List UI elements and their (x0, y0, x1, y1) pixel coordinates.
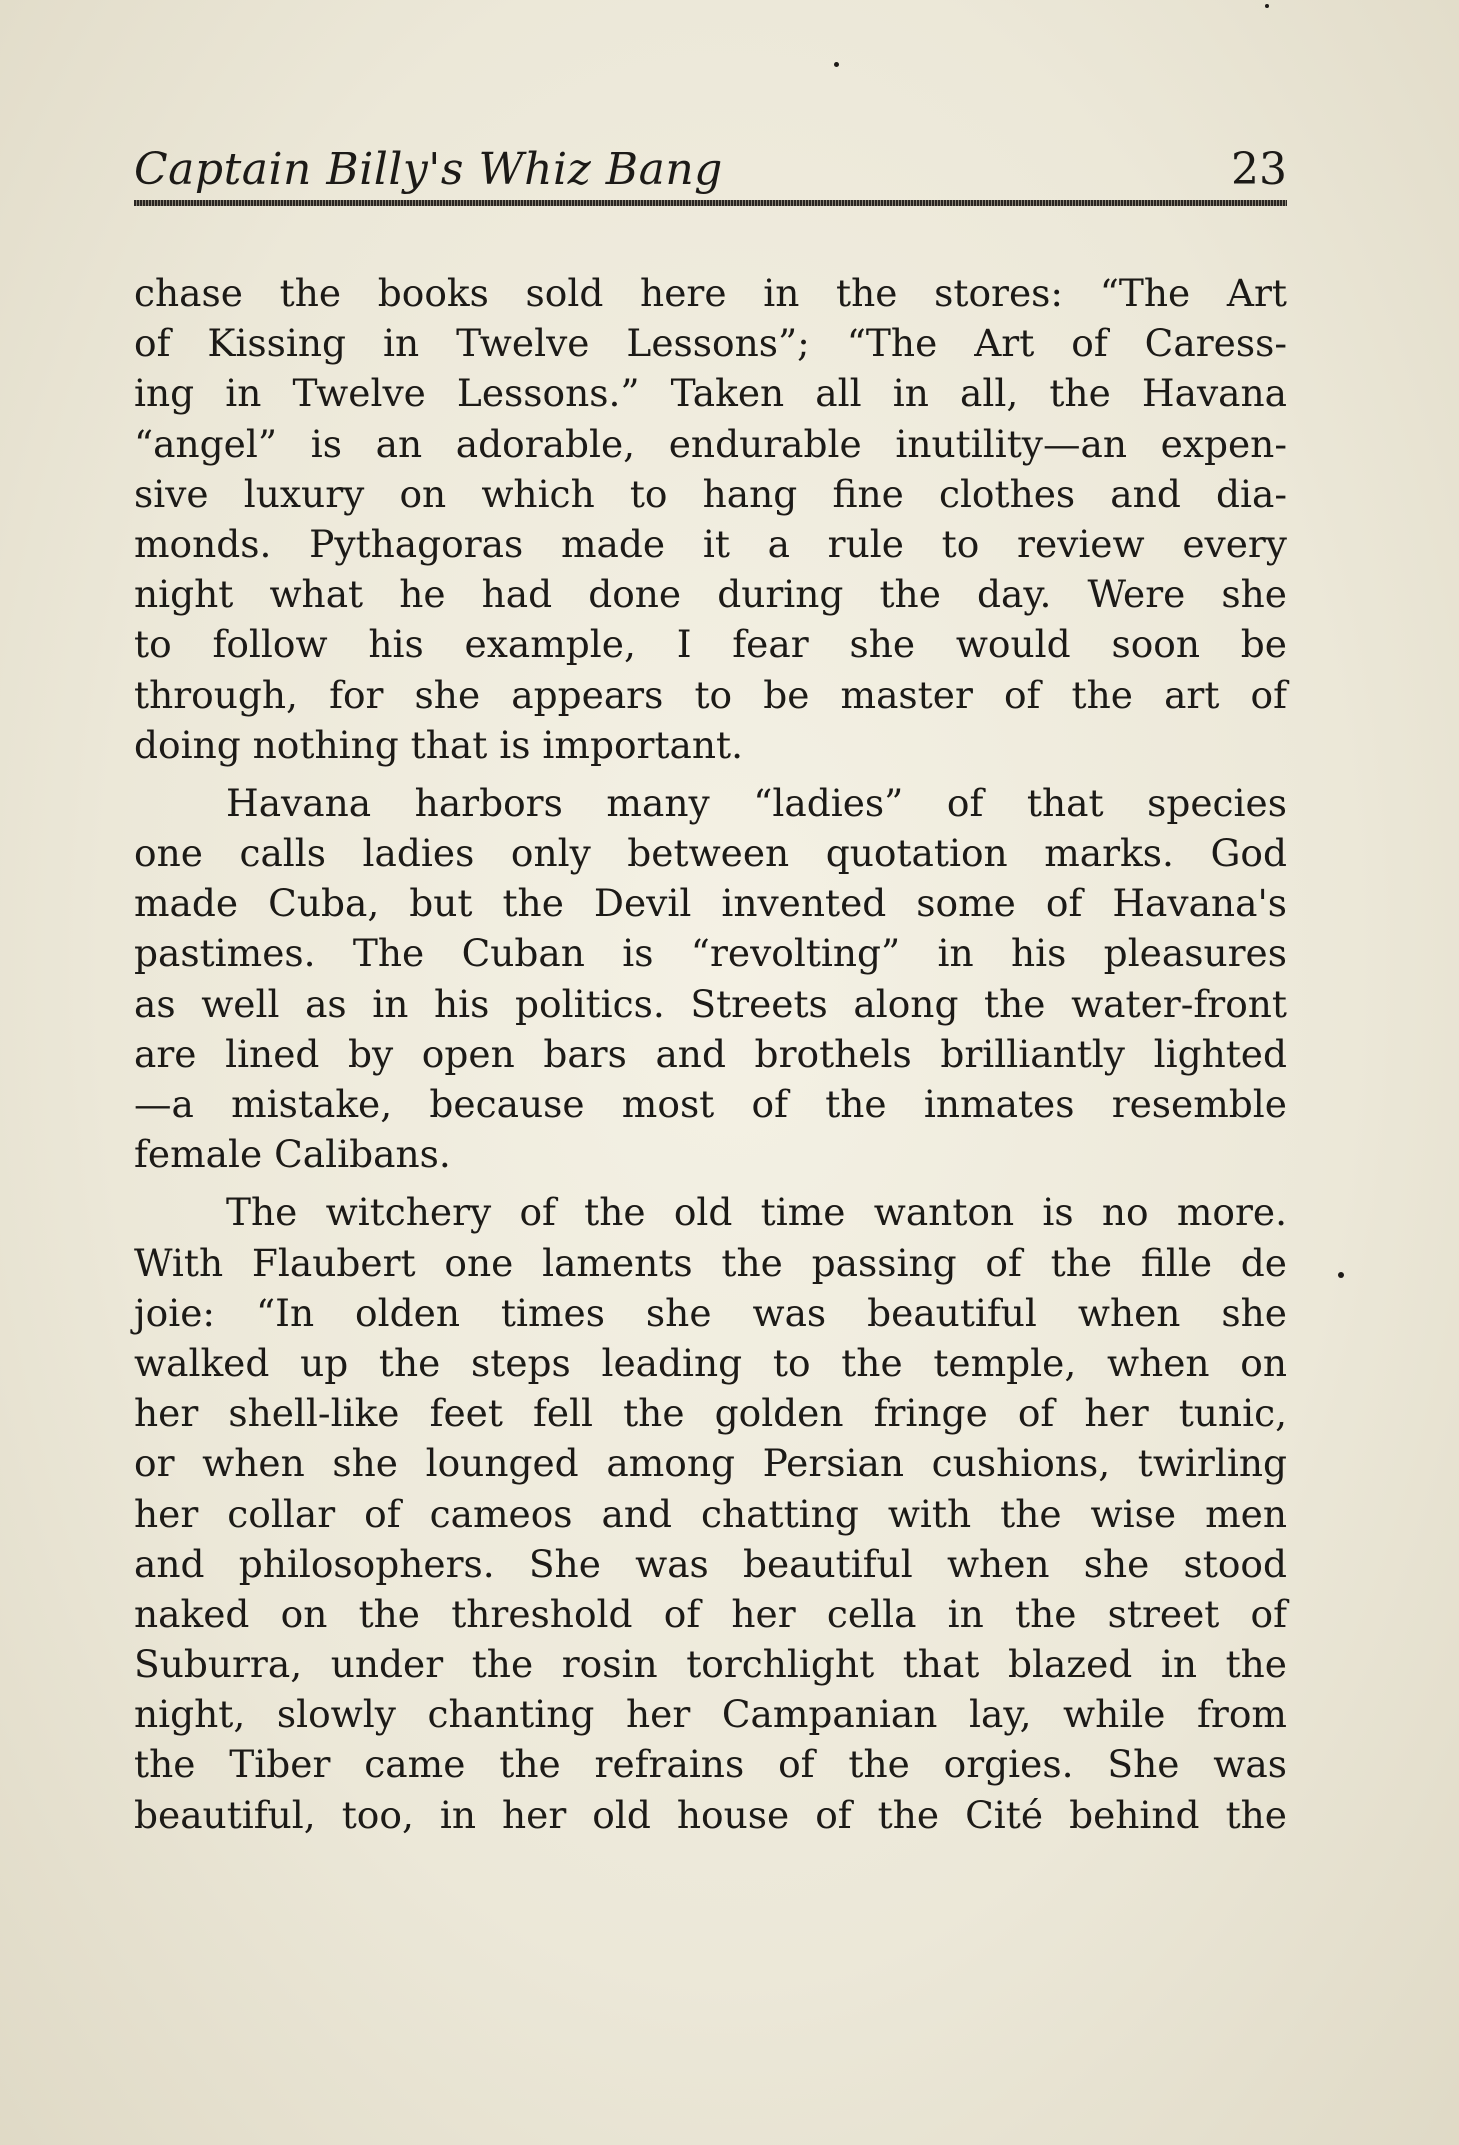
text-line: sive luxury on which to hang fine clothes and dia- (134, 471, 1287, 516)
text-line: her collar of cameos and chatting with the wise men (134, 1491, 1287, 1536)
magazine-title: Captain Billy's Whiz Bang (134, 144, 723, 195)
ink-speck (834, 62, 839, 67)
text-line: walked up the steps leading to the temple, when on (134, 1340, 1287, 1385)
text-line: of Kissing in Twelve Lessons”; “The Art of Caress- (134, 321, 1287, 366)
text-line: to follow his example, I fear she would soon be (134, 622, 1287, 667)
text-line: the Tiber came the refrains of the orgies. She was (134, 1742, 1287, 1787)
text-line: doing nothing that is important. (134, 722, 744, 767)
text-line: are lined by open bars and brothels brilliantly lighted (134, 1031, 1287, 1076)
text-line: female Calibans. (134, 1132, 451, 1177)
text-line: “angel” is an adorable, endurable inutility—an expen- (134, 421, 1287, 466)
ink-speck (1338, 1272, 1344, 1278)
text-line: Suburra, under the rosin torchlight that blazed in the (134, 1642, 1287, 1687)
text-line: With Flaubert one laments the passing of the fille de (134, 1240, 1287, 1285)
paragraph (134, 268, 1287, 770)
text-line: pastimes. The Cuban is “revolting” in his pleasures (134, 931, 1287, 976)
text-line: one calls ladies only between quotation marks. God (134, 831, 1287, 876)
text-line: her shell-like feet fell the golden fringe of her tunic, (134, 1391, 1287, 1436)
text-line: monds. Pythagoras made it a rule to review every (134, 521, 1287, 566)
text-line: night what he had done during the day. Were she (134, 572, 1287, 617)
text-line: beautiful, too, in her old house of the Cité behind the (134, 1792, 1287, 1837)
paragraph (134, 1187, 1287, 1839)
header-divider (134, 200, 1287, 206)
text-line: naked on the threshold of her cella in the street of (134, 1591, 1287, 1636)
paragraph (134, 778, 1287, 1180)
text-line: or when she lounged among Persian cushions, twirling (134, 1441, 1287, 1486)
text-line: chase the books sold here in the stores: “The Art (134, 271, 1287, 315)
text-line: —a mistake, because most of the inmates resemble (134, 1082, 1287, 1126)
text-line: Havana harbors many “ladies” of that species (226, 780, 1287, 825)
text-line: through, for she appears to be master of the art of (134, 672, 1287, 717)
text-line: ing in Twelve Lessons.” Taken all in all, the Havana (134, 371, 1287, 416)
article-body (134, 268, 1287, 1848)
text-line: and philosophers. She was beautiful when she stood (134, 1541, 1287, 1586)
text-line: as well as in his politics. Streets along the water-front (134, 981, 1287, 1026)
text-line: made Cuba, but the Devil invented some of Havana's (134, 881, 1287, 926)
page-number: 23 (1231, 144, 1287, 195)
running-header (134, 140, 1287, 208)
text-line: The witchery of the old time wanton is no more. (226, 1190, 1287, 1235)
text-line: joie: “In olden times she was beautiful when she (134, 1290, 1287, 1335)
text-line: night, slowly chanting her Campanian lay, while from (134, 1692, 1287, 1737)
ink-speck (1265, 4, 1269, 8)
